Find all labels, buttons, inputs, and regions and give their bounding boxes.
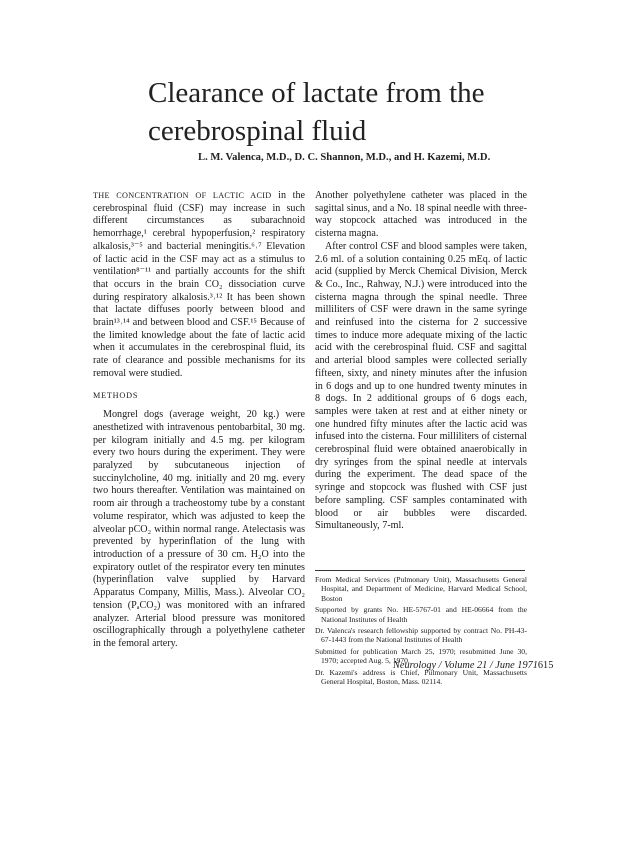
footnote-fellowship: Dr. Valenca's research fellowship supported by contract No. PH-43-67-1443 from the National Institutes of Health: [315, 626, 527, 645]
title-line-1: Clearance of lactate from the: [148, 77, 485, 109]
methods-heading: METHODS: [93, 390, 139, 400]
footnote-submission: Submitted for publication March 25, 1970; resubmitted June 30, 1970; accepted Aug. 5, 1970.: [315, 646, 527, 666]
intro-lead-smallcaps: THE CONCENTRATION OF LACTIC ACID: [93, 191, 272, 200]
footnote-grants: Supported by grants No. HE-5767-01 and HE-06664 from the National Institutes of Health: [315, 605, 527, 624]
page-number: 615: [537, 660, 554, 671]
methods-paragraph-1: Mongrel dogs (average weight, 20 kg.) were anesthetized with intravenous pentobarbital, 30 mg. per kilogram initially and 4.5 mg. per kilogram every two hours during the experiment. They were paralyzed by subcutaneous injection of succinylcholine, 40 mg. initially and 20 mg. every two hours thereafter. Ventilation was maintained on room air through a tracheostomy tube by a constant volume respirator, which was adjusted to keep the alveolar pCO₂ within normal range. Atelectasis was prevented by hyperinflation of the lung with introduction of a pressure of 30 cm. H₂O into the expiratory outlet of the respirator every ten minutes (hyperinflation valve supplied by Harvard Apparatus Company, Millis, Mass.). Alveolar CO₂ tension (PₐCO₂) was monitored with an infrared analyzer. Arterial blood pressure was monitored oscillographically through a polyethylene catheter in the femoral artery.: [93, 409, 305, 649]
footnotes: [315, 575, 527, 688]
journal-footer: [393, 660, 554, 671]
title-line-2: cerebrospinal fluid: [148, 115, 367, 147]
right-column: [315, 190, 527, 533]
left-column: [93, 190, 305, 651]
footnote-affiliation: From Medical Services (Pulmonary Unit), Massachusetts General Hospital, and Department of Medicine, Harvard Medical School, Boston: [315, 575, 527, 603]
methods-paragraph-3: After control CSF and blood samples were taken, 2.6 ml. of a solution containing 0.25 mEq. of lactic acid (supplied by Merck Chemical Division, Merck & Co., Inc., Rahway, N.J.) were introduced into the cisterna magna through the spinal needle. Three milliliters of CSF were drawn in the same syringe and reinfused into the cisterna for 2 successive times to induce more adequate mixing of the lactic acid with the cerebrospinal fluid. CSF and sagittal and arterial blood samples were collected serially fifteen, sixty, and ninety minutes after the infusion in 6 dogs and up to one hundred twenty minutes in 8 dogs. In 2 additional groups of 6 dogs each, samples were taken at rest and at either ninety or one hundred fifty minutes after the lactic acid was infused into the cisterna. Four milliliters of cisternal cerebrospinal fluid were obtained anaerobically in dry syringes from the spinal needle at intervals during the experiment. The dead space of the syringe and stopcock was flushed with CSF just before sampling. CSF samples contaminated with blood or air bubbles were discarded. Simultaneously, 7-ml.: [315, 240, 527, 532]
article-title: [148, 74, 548, 150]
intro-paragraph: [93, 190, 305, 381]
intro-text: in the cerebrospinal fluid (CSF) may increase in such different circumstances as subarachnoid hemorrhage,¹ cerebral hypoperfusion,² respiratory alkalosis,³⁻⁵ and bacterial meningitis.⁶˒⁷ Elevation of lactic acid in the CSF may act as a stimulus to ventilation⁸⁻¹¹ and partially accounts for the shift that occurs in the brain CO₂ dissociation curve during respiratory alkalosis.³˒¹² It has been shown that lactate diffuses poorly between blood and brain¹³˒¹⁴ and between blood and CSF.¹⁵ Because of the limited knowledge about the fate of lactic acid when it accumulates in the cerebrospinal fluid, its rate of clearance and possible mechanisms for its removal were studied.: [93, 190, 305, 379]
journal-citation: Neurology / Volume 21 / June 1971: [393, 660, 538, 671]
author-line: L. M. Valenca, M.D., D. C. Shannon, M.D., and H. Kazemi, M.D.: [198, 152, 491, 163]
footnote-address: Dr. Kazemi's address is Chief, Pulmonary Unit, Massachusetts General Hospital, Boston, Mass. 02114.: [315, 667, 527, 687]
footnote-divider: [315, 570, 525, 571]
methods-paragraph-2: Another polyethylene catheter was placed in the sagittal sinus, and a No. 18 spinal needle with three-way stopcock attached was introduced in the cisterna magna.: [315, 190, 527, 240]
